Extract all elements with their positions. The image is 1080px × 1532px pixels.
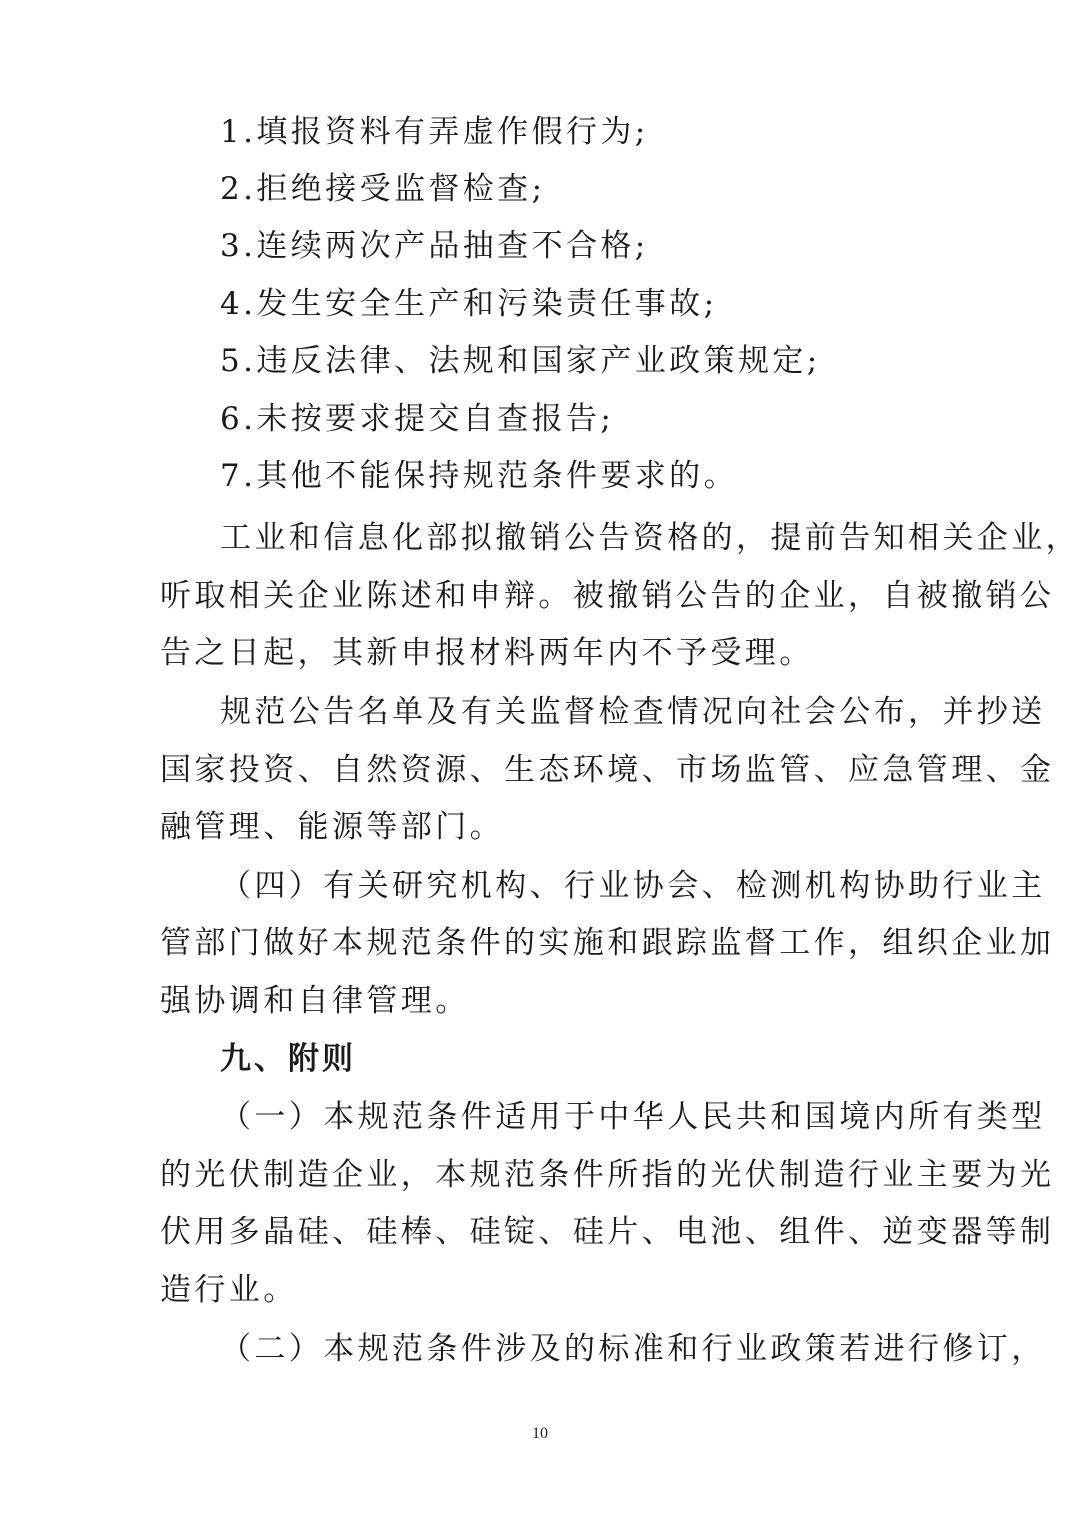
list-item-1: 1.填报资料有弄虚作假行为; bbox=[220, 114, 649, 150]
list-item-7: 7.其他不能保持规范条件要求的。 bbox=[220, 458, 738, 494]
list-item-6: 6.未按要求提交自查报告; bbox=[220, 401, 615, 437]
list-item-3: 3.连续两次产品抽查不合格; bbox=[220, 228, 649, 264]
list-item-4: 4.发生安全生产和污染责任事故; bbox=[220, 286, 718, 322]
paragraph-publish-line-2: 国家投资、自然资源、生态环境、市场监管、应急管理、金 bbox=[160, 752, 1055, 788]
paragraph-revoke-line-3: 告之日起，其新申报材料两年内不予受理。 bbox=[160, 635, 814, 671]
paragraph-two-line-1: （二）本规范条件涉及的标准和行业政策若进行修订， bbox=[220, 1331, 1046, 1367]
list-item-5: 5.违反法律、法规和国家产业政策规定; bbox=[220, 343, 821, 379]
paragraph-one-line-3: 伏用多晶硅、硅棒、硅锭、硅片、电池、组件、逆变器等制 bbox=[160, 1214, 1055, 1250]
page-number: 10 bbox=[532, 1425, 548, 1442]
paragraph-four-line-1: （四）有关研究机构、行业协会、检测机构协助行业主 bbox=[220, 868, 1046, 904]
section-heading: 九、附则 bbox=[220, 1041, 356, 1077]
paragraph-four-line-2: 管部门做好本规范条件的实施和跟踪监督工作，组织企业加 bbox=[160, 925, 1055, 961]
list-item-2: 2.拒绝接受监督检查; bbox=[220, 171, 546, 207]
paragraph-one-line-2: 的光伏制造企业，本规范条件所指的光伏制造行业主要为光 bbox=[160, 1157, 1055, 1193]
paragraph-one-line-1: （一）本规范条件适用于中华人民共和国境内所有类型 bbox=[220, 1099, 1046, 1135]
paragraph-four-line-3: 强协调和自律管理。 bbox=[160, 983, 470, 1019]
paragraph-revoke-line-1: 工业和信息化部拟撤销公告资格的，提前告知相关企业， bbox=[220, 520, 1080, 556]
paragraph-revoke-line-2: 听取相关企业陈述和申辩。被撤销公告的企业，自被撤销公 bbox=[160, 578, 1055, 614]
paragraph-publish-line-1: 规范公告名单及有关监督检查情况向社会公布，并抄送 bbox=[220, 694, 1046, 730]
paragraph-publish-line-3: 融管理、能源等部门。 bbox=[160, 809, 504, 845]
paragraph-one-line-4: 造行业。 bbox=[160, 1272, 298, 1308]
